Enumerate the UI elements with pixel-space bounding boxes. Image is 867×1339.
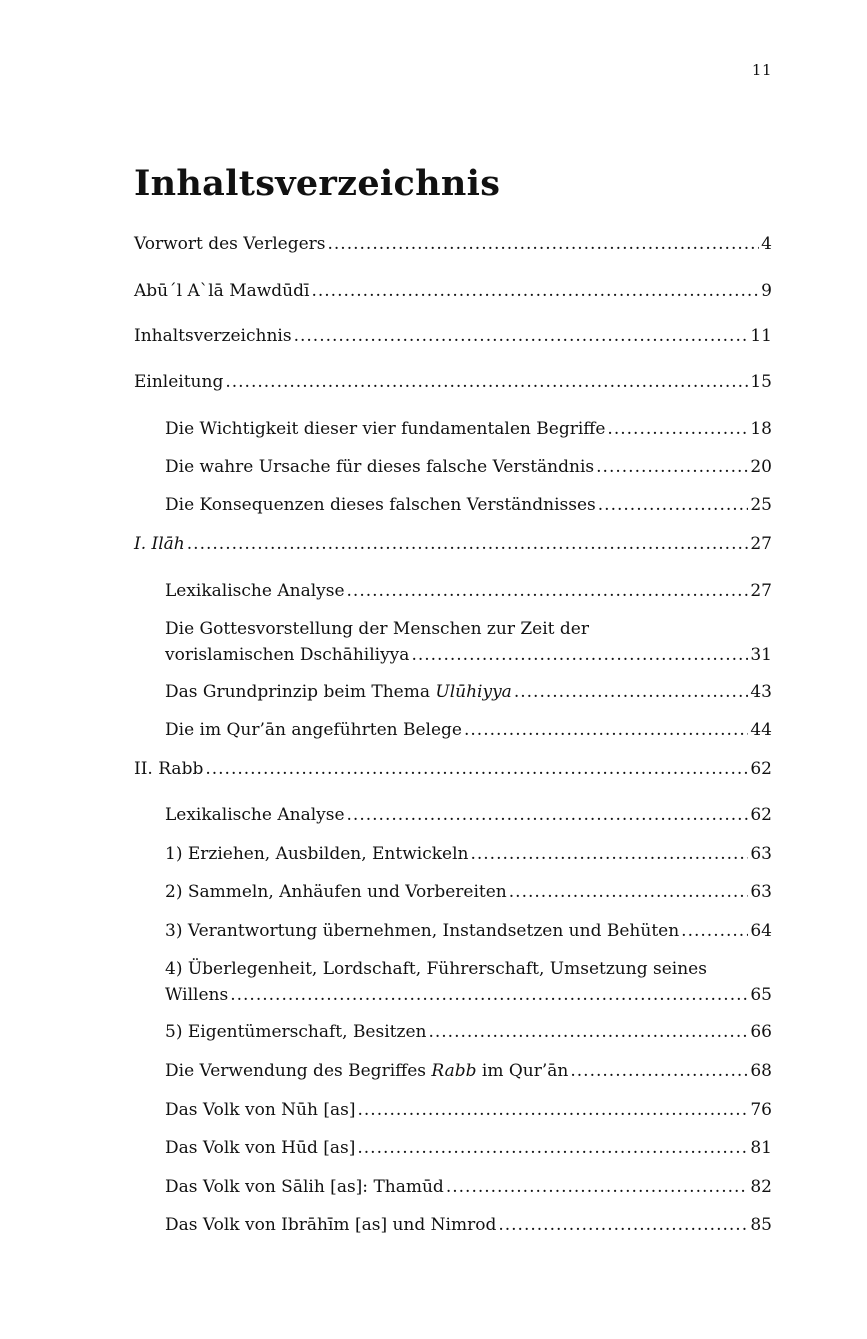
- toc-entry-label: Die im Qur’ān angeführten Belege: [165, 720, 462, 740]
- toc-entry-ueberlegenheit: [165, 956, 772, 1008]
- toc-entry-lexikalische-analyse-2: [165, 802, 772, 828]
- toc-entry-vorwort: [134, 231, 772, 257]
- toc-entry-page: 15: [750, 372, 772, 392]
- toc-entry-grundprinzip: [165, 679, 772, 705]
- toc-entry-konsequenzen: [165, 492, 772, 518]
- toc-entry-label: Das Volk von Nūh [as]: [165, 1100, 356, 1120]
- toc-entry-label-text: im Qur’ān: [476, 1061, 569, 1081]
- toc-entry-volk-hud: [165, 1135, 772, 1161]
- dot-leader: [514, 679, 749, 705]
- toc-entry-eigentuemerschaft: [165, 1019, 772, 1045]
- dot-leader: [328, 231, 760, 257]
- toc-entry-page: 82: [750, 1177, 772, 1197]
- toc-entry-label: Lexikalische Analyse: [165, 805, 345, 825]
- dot-leader: [347, 578, 749, 604]
- toc-entry-label-line2: vorislamischen Dschāhiliyya: [165, 645, 410, 665]
- toc-entry-wichtigkeit: [165, 416, 772, 442]
- toc-entry-label: Lexikalische Analyse: [165, 581, 345, 601]
- dot-leader: [411, 642, 748, 668]
- toc-entry-page: 25: [750, 495, 772, 515]
- toc-entry-sammeln: [165, 879, 772, 905]
- toc-entry-page: 81: [750, 1138, 772, 1158]
- toc-entry-wahre-ursache: [165, 454, 772, 480]
- dot-leader: [598, 492, 749, 518]
- toc-entry-label: Das Volk von Sālih [as]: Thamūd: [165, 1177, 444, 1197]
- dot-leader: [470, 841, 748, 867]
- toc-entry-label: Das Volk von Hūd [as]: [165, 1138, 356, 1158]
- toc-entry-page: 43: [750, 682, 772, 702]
- toc-entry-page: 20: [750, 457, 772, 477]
- dot-leader: [446, 1174, 749, 1200]
- dot-leader: [347, 802, 749, 828]
- toc-entry-label: Das Volk von Ibrāhīm [as] und Nimrod: [165, 1215, 497, 1235]
- toc-entry-page: 64: [750, 921, 772, 941]
- toc-entry-page: 66: [750, 1022, 772, 1042]
- toc-entry-label: 1) Erziehen, Ausbilden, Entwickeln: [165, 844, 469, 864]
- toc-entry-page: 85: [750, 1215, 772, 1235]
- toc-entry-gottesvorstellung: [165, 616, 772, 668]
- toc-entry-label: Die wahre Ursache für dieses falsche Verständnis: [165, 457, 595, 477]
- dot-leader: [498, 1212, 748, 1238]
- toc-entry-page: 62: [750, 805, 772, 825]
- toc-entry-label-line2: Willens: [165, 985, 229, 1005]
- toc-entry-label: 3) Verantwortung übernehmen, Instandsetzen und Behüten: [165, 921, 680, 941]
- toc-entry-label: I. Ilāh: [134, 534, 185, 554]
- toc-entry-page: 68: [750, 1061, 772, 1081]
- toc-entry-label-text: Die Verwendung des Begriffes: [165, 1061, 432, 1081]
- toc-entry-label: 2) Sammeln, Anhäufen und Vorbereiten: [165, 882, 507, 902]
- toc-entry-lexikalische-analyse-1: [165, 578, 772, 604]
- toc-entry-label: [165, 679, 512, 705]
- toc-entry-page: 11: [750, 326, 772, 346]
- toc-entry-label: Die Wichtigkeit dieser vier fundamentalen Begriffe: [165, 419, 606, 439]
- dot-leader: [464, 717, 748, 743]
- dot-leader: [311, 278, 759, 304]
- toc-entry-label: Inhaltsverzeichnis: [134, 326, 292, 346]
- toc-entry-label: Vorwort des Verlegers: [134, 234, 326, 254]
- dot-leader: [607, 416, 748, 442]
- toc-entry-einleitung: [134, 369, 772, 395]
- toc-entry-erziehen: [165, 841, 772, 867]
- page-number: 11: [751, 61, 772, 79]
- dot-leader: [225, 369, 748, 395]
- toc-entry-volk-ibrahim: [165, 1212, 772, 1238]
- toc-entry-label: Die Konsequenzen dieses falschen Verständnisses: [165, 495, 596, 515]
- page-title: Inhaltsverzeichnis: [134, 163, 501, 204]
- dot-leader: [205, 756, 748, 782]
- dot-leader: [294, 323, 749, 349]
- toc-entry-ilah: [134, 531, 772, 557]
- toc-entry-volk-salih: [165, 1174, 772, 1200]
- toc-entry-belege: [165, 717, 772, 743]
- toc-entry-label: Einleitung: [134, 372, 224, 392]
- toc-entry-rabb: [134, 756, 772, 782]
- toc-entry-page: 76: [750, 1100, 772, 1120]
- dot-leader: [509, 879, 749, 905]
- toc-entry-label-line1: 4) Überlegenheit, Lordschaft, Führerschaft, Umsetzung seines: [165, 959, 707, 979]
- toc-entry-inhaltsverzeichnis: [134, 323, 772, 349]
- dot-leader: [428, 1019, 748, 1045]
- toc-entry-mawdudi: [134, 278, 772, 304]
- toc-entry-label: 5) Eigentümerschaft, Besitzen: [165, 1022, 427, 1042]
- toc-entry-label-line1: Die Gottesvorstellung der Menschen zur Zeit der: [165, 619, 589, 639]
- toc-entry-label-italic: Rabb: [431, 1061, 477, 1081]
- dot-leader: [570, 1058, 748, 1084]
- toc-entry-page: 63: [750, 882, 772, 902]
- toc-entry-page: 31: [750, 645, 772, 665]
- toc-entry-verantwortung: [165, 918, 772, 944]
- toc-entry-page: 18: [750, 419, 772, 439]
- toc-entry-label: [165, 1058, 568, 1084]
- toc-entry-label-text: Das Grundprinzip beim Thema: [165, 682, 436, 702]
- toc-entry-verwendung-rabb: [165, 1058, 772, 1084]
- toc-entry-page: 27: [750, 581, 772, 601]
- toc-entry-page: 27: [750, 534, 772, 554]
- toc-entry-volk-nuh: [165, 1097, 772, 1123]
- dot-leader: [357, 1135, 748, 1161]
- toc-entry-page: 63: [750, 844, 772, 864]
- dot-leader: [681, 918, 748, 944]
- dot-leader: [187, 531, 749, 557]
- dot-leader: [230, 982, 748, 1008]
- toc-entry-page: 62: [750, 759, 772, 779]
- toc-entry-label-italic: Ulūhiyya: [435, 682, 512, 702]
- toc-entry-page: 65: [750, 985, 772, 1005]
- toc-entry-label: II. Rabb: [134, 759, 204, 779]
- dot-leader: [357, 1097, 748, 1123]
- toc-entry-page: 4: [761, 234, 772, 254]
- toc-entry-page: 9: [761, 281, 772, 301]
- toc-entry-label: Abū´l A`lā Mawdūdī: [134, 281, 310, 301]
- toc-entry-page: 44: [750, 720, 772, 740]
- dot-leader: [596, 454, 748, 480]
